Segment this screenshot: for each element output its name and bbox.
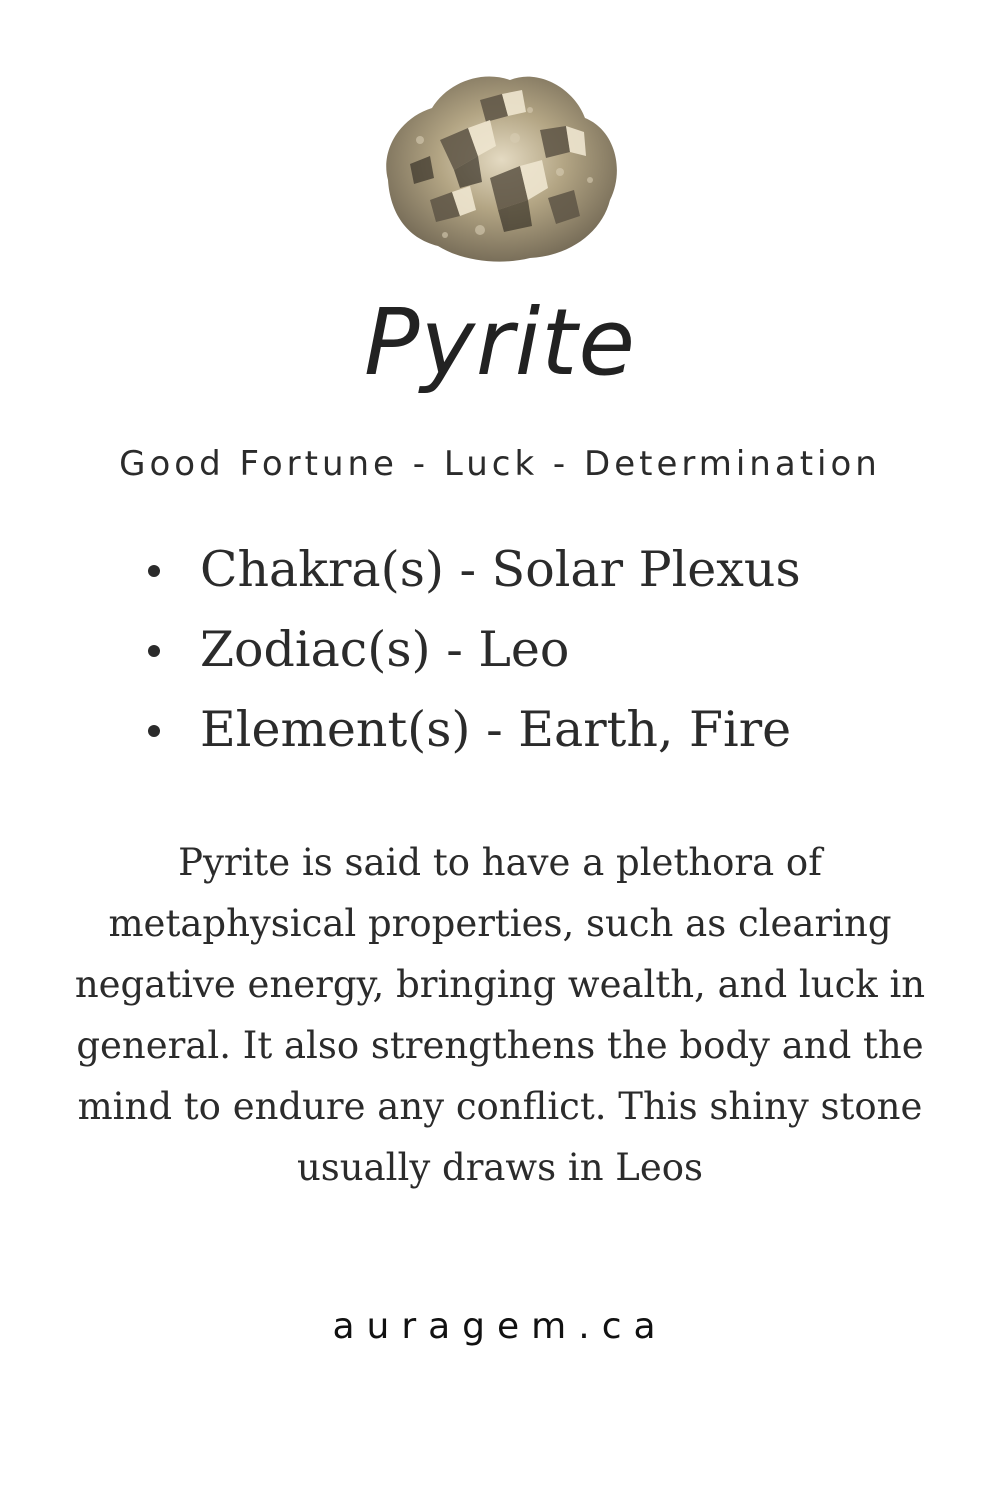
property-chakra	[140, 530, 940, 610]
bullet-icon	[148, 725, 160, 737]
stone-title: Pyrite	[364, 289, 636, 396]
properties-list	[140, 530, 940, 770]
property-element	[140, 690, 940, 770]
property-label: Element(s) - Earth, Fire	[200, 701, 792, 758]
stone-subtitle: Good Fortune - Luck - Determination	[119, 444, 881, 484]
property-zodiac	[140, 610, 940, 690]
website-link[interactable]: auragem.ca	[332, 1306, 668, 1347]
bullet-icon	[148, 645, 160, 657]
stone-description: Pyrite is said to have a plethora of metaphysical properties, such as clearing negative energy, bringing wealth, and luck in general. It also strengthens the body and the mind to endure any conflict. This shiny stone usually draws in Leos	[74, 841, 926, 1189]
property-label: Zodiac(s) - Leo	[200, 621, 570, 678]
pyrite-stone-icon	[370, 60, 630, 270]
bullet-icon	[148, 565, 160, 577]
property-label: Chakra(s) - Solar Plexus	[200, 541, 801, 598]
